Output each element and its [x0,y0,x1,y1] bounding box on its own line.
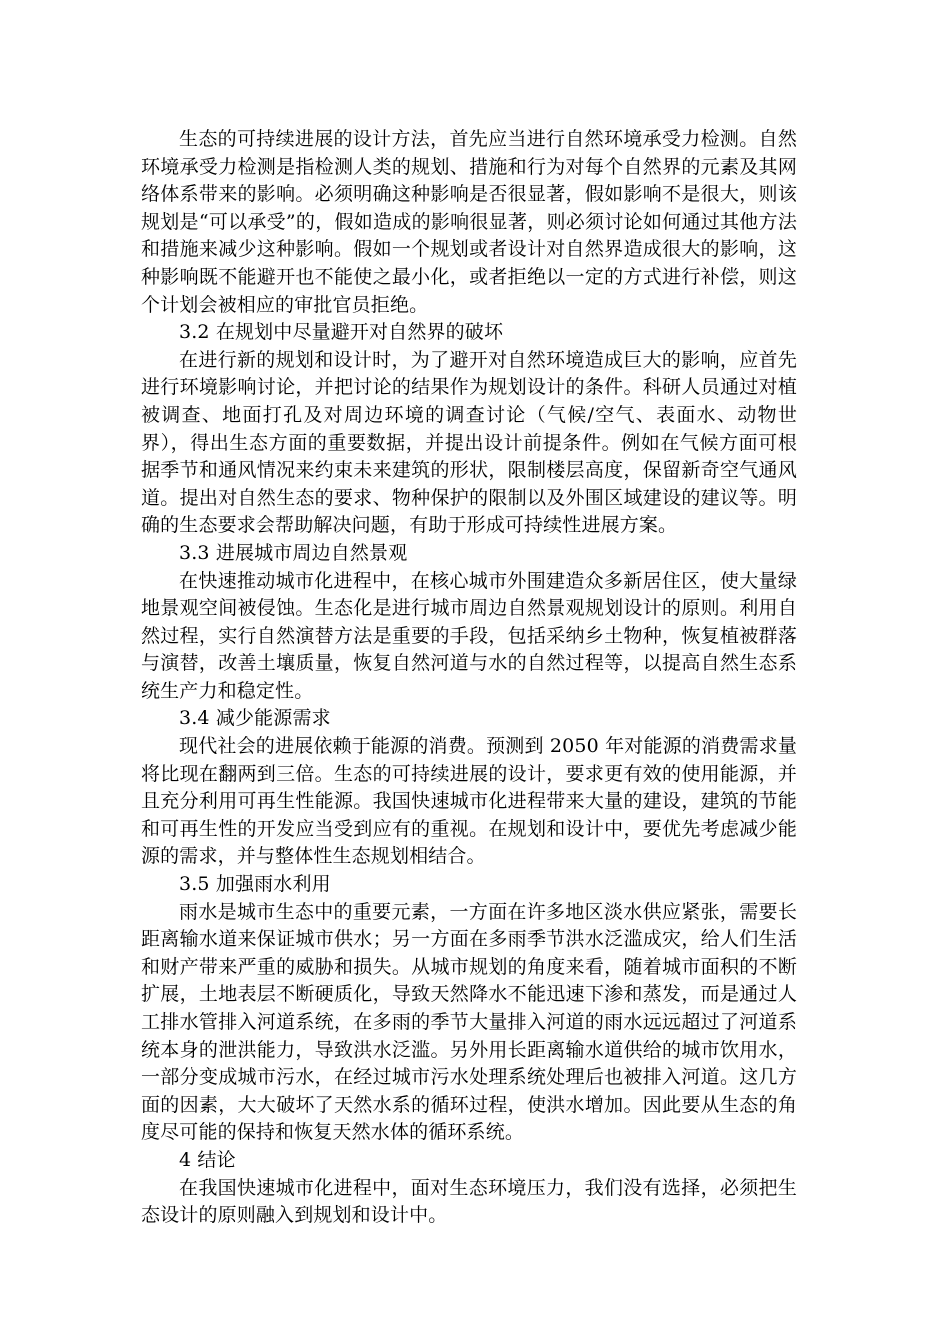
section-heading-4: 4 结论 [179,1148,236,1171]
paragraph-energy-demand: 现代社会的进展依赖于能源的消费。预测到 2050 年对能源的消费需求量将比现在翻两到三倍。生态的可持续进展的设计，要求更有效的使用能源，并且充分利用可再生性能源。我国快速城市化进程带来大量的建设，建筑的节能和可再生性的开发应当受到应有的重视。在规划和设计中，要优先考虑减少能源的需求，并与整体性生态规划相结合。 [141,735,797,868]
paragraph-rainwater-use: 雨水是城市生态中的重要元素，一方面在许多地区淡水供应紧张，需要长距离输水道来保证城市供水；另一方面在多雨季节洪水泛滥成灾，给人们生活和财产带来严重的威胁和损失。从城市规划的角度来看，随着城市面积的不断扩展，土地表层不断硬质化，导致天然降水不能迅速下渗和蒸发，而是通过人工排水管排入河道系统，在多雨的季节大量排入河道的雨水远远超过了河道系统本身的泄洪能力，导致洪水泛滥。另外用长距离输水道供给的城市饮用水，一部分变成城市污水，在经过城市污水处理系统处理后也被排入河道。这几方面的因素，大大破坏了天然水系的循环过程，使洪水增加。因此要从生态的角度尽可能的保持和恢复天然水体的循环系统。 [141,900,797,1144]
section-heading-3-3: 3.3 进展城市周边自然景观 [179,541,408,564]
paragraph-avoid-damage: 在进行新的规划和设计时，为了避开对自然环境造成巨大的影响，应首先进行环境影响讨论，并把讨论的结果作为规划设计的条件。科研人员通过对植被调查、地面打孔及对周边环境的调查讨论（气候/空气、表面水、动物世界），得出生态方面的重要数据，并提出设计前提条件。例如在气候方面可根据季节和通风情况来约束未来建筑的形状，限制楼层高度，保留新奇空气通风道。提出对自然生态的要求、物种保护的限制以及外围区域建设的建议等。明确的生态要求会帮助解决问题，有助于形成可持续性进展方案。 [141,348,797,537]
section-heading-3-2: 3.2 在规划中尽量避开对自然界的破坏 [179,321,504,344]
paragraph-conclusion: 在我国快速城市化进程中，面对生态环境压力，我们没有选择，必须把生态设计的原则融入到规划和设计中。 [141,1176,797,1227]
section-heading-3-4: 3.4 减少能源需求 [179,707,331,730]
paragraph-ecological-assessment: 生态的可持续进展的设计方法，首先应当进行自然环境承受力检测。自然环境承受力检测是指检测人类的规划、措施和行为对每个自然界的元素及其网络体系带来的影响。必须明确这种影响是否很显著，假如影响不是很大，则该规划是“可以承受”的，假如造成的影响很显著，则必须讨论如何通过其他方法和措施来减少这种影响。假如一个规划或者设计对自然界造成很大的影响，这种影响既不能避开也不能使之最小化，或者拒绝以一定的方式进行补偿，则这个计划会被相应的审批官员拒绝。 [141,128,797,316]
section-heading-3-5: 3.5 加强雨水利用 [179,873,331,896]
paragraph-natural-landscape: 在快速推动城市化进程中，在核心城市外围建造众多新居住区，使大量绿地景观空间被侵蚀。生态化是进行城市周边自然景观规划设计的原则。利用自然过程，实行自然演替方法是重要的手段，包括采纳乡土物种，恢复植被群落与演替，改善土壤质量，恢复自然河道与水的自然过程等，以提高自然生态系统生产力和稳定性。 [141,569,797,702]
document-page [141,126,797,1230]
